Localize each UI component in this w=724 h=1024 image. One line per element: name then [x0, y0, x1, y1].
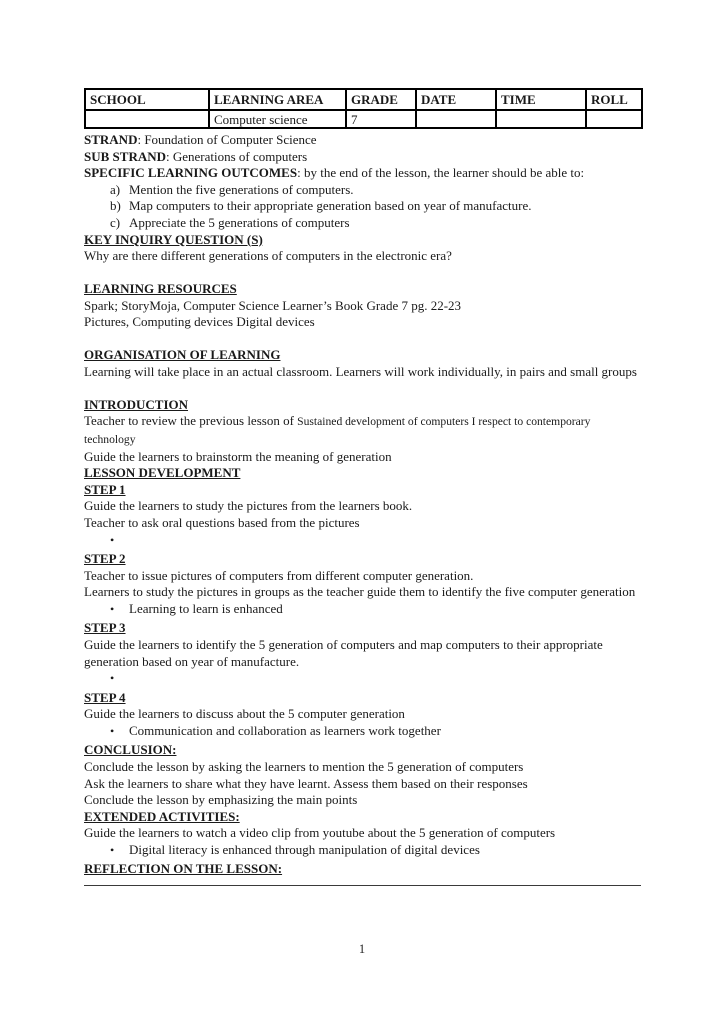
conclusion-heading: CONCLUSION:: [84, 742, 177, 758]
outcome-text-b: Map computers to their appropriate generation based on year of manufacture.: [129, 198, 532, 214]
outcome-text-a: Mention the five generations of computers.: [129, 181, 354, 197]
conclusion-line-3: Conclude the lesson by emphasizing the main points: [84, 792, 358, 808]
cell-time: [496, 110, 586, 128]
col-learning-area: LEARNING AREA: [209, 89, 346, 110]
step-1-heading: STEP 1: [84, 481, 126, 497]
cell-roll: [586, 110, 642, 128]
learning-resources-heading: LEARNING RESOURCES: [84, 281, 237, 297]
col-date: DATE: [416, 89, 496, 110]
outcome-text-c: Appreciate the 5 generations of computers: [129, 214, 350, 230]
introduction-topic: Sustained development of computers I respect to contemporary technology: [84, 415, 591, 447]
step-3-line-1: Guide the learners to identify the 5 generation of computers and map computers to their appropriate generation based on year of manufacture.: [84, 637, 603, 669]
document-content: [84, 88, 641, 886]
bullet-icon: •: [110, 601, 115, 616]
step-4-bullet: [84, 723, 641, 743]
spacer: [84, 265, 641, 281]
lesson-development-heading: LESSON DEVELOPMENT: [84, 465, 241, 481]
outcome-marker-c: c): [110, 214, 121, 230]
extended-activities-heading: EXTENDED ACTIVITIES:: [84, 808, 240, 824]
outcome-marker-b: b): [110, 198, 121, 214]
step-2-bullet-text: Learning to learn is enhanced: [129, 600, 283, 616]
conclusion-line-1: Conclude the lesson by asking the learners to mention the 5 generation of computers: [84, 758, 524, 774]
col-time: TIME: [496, 89, 586, 110]
outcomes-line: [84, 165, 641, 182]
step-2-heading: STEP 2: [84, 551, 126, 567]
key-inquiry-question: Why are there different generations of computers in the electronic era?: [84, 248, 452, 264]
step-4-heading: STEP 4: [84, 689, 126, 705]
spacer: [84, 381, 641, 397]
step-3-bullet: [84, 670, 641, 690]
lesson-info-table: [84, 88, 643, 129]
outcome-item-b: [84, 198, 641, 215]
col-grade: GRADE: [346, 89, 416, 110]
sub-strand-label: SUB STRAND: [84, 148, 166, 164]
bullet-icon: •: [110, 671, 115, 686]
extended-activities-bullet: [84, 842, 641, 862]
strand-label: STRAND: [84, 132, 138, 147]
step-1-line-1: Guide the learners to study the pictures from the learners book.: [84, 498, 413, 514]
outcomes-label: SPECIFIC LEARNING OUTCOMES: [84, 165, 298, 181]
introduction-line-2: Guide the learners to brainstorm the meaning of generation: [84, 448, 392, 464]
step-2-line-2: Learners to study the pictures in groups as the teacher guide them to identify the five computer generation: [84, 584, 636, 600]
col-school: SCHOOL: [85, 89, 209, 110]
introduction-lead: Teacher to review the previous lesson of: [84, 413, 298, 429]
reflection-writing-line: [84, 885, 641, 886]
conclusion-line-2: Ask the learners to share what they have learnt. Assess them based on their responses: [84, 775, 528, 791]
reflection-heading: REFLECTION ON THE LESSON:: [84, 861, 283, 877]
table-value-row: [85, 110, 642, 128]
spacer: [84, 331, 641, 347]
strand-value: : Foundation of Computer Science: [137, 132, 317, 147]
step-2-bullet: [84, 601, 641, 621]
introduction-text: [84, 413, 641, 448]
col-roll: ROLL: [586, 89, 642, 110]
resources-line-2: Pictures, Computing devices Digital devices: [84, 314, 315, 330]
step-2-line-1: Teacher to issue pictures of computers from different computer generation.: [84, 567, 474, 583]
bullet-icon: •: [110, 723, 115, 738]
sub-strand-value: : Generations of computers: [166, 148, 308, 164]
step-1-bullet: [84, 532, 641, 552]
extended-activities-bullet-text: Digital literacy is enhanced through manipulation of digital devices: [129, 841, 480, 857]
step-4-line-1: Guide the learners to discuss about the 5 computer generation: [84, 706, 405, 722]
cell-learning-area: Computer science: [209, 110, 346, 128]
strand-line: [84, 132, 641, 149]
resources-line-1: Spark; StoryMoja, Computer Science Learner’s Book Grade 7 pg. 22-23: [84, 297, 462, 313]
step-4-bullet-text: Communication and collaboration as learners work together: [129, 722, 441, 738]
extended-activities-line: Guide the learners to watch a video clip from youtube about the 5 generation of computers: [84, 825, 556, 841]
outcome-marker-a: a): [110, 181, 121, 197]
bullet-icon: •: [110, 842, 115, 857]
outcomes-intro: : by the end of the lesson, the learner should be able to:: [297, 165, 585, 181]
cell-date: [416, 110, 496, 128]
key-inquiry-heading: KEY INQUIRY QUESTION (S): [84, 231, 263, 247]
organisation-heading: ORGANISATION OF LEARNING: [84, 347, 281, 363]
outcome-item-a: [84, 182, 641, 199]
step-1-line-2: Teacher to ask oral questions based from the pictures: [84, 515, 360, 531]
cell-school: [85, 110, 209, 128]
step-3-heading: STEP 3: [84, 620, 126, 636]
table-header-row: [85, 89, 642, 110]
introduction-heading: INTRODUCTION: [84, 396, 189, 412]
page-number: 1: [358, 942, 366, 956]
sub-strand-line: [84, 149, 641, 166]
bullet-icon: •: [110, 532, 115, 547]
outcome-item-c: [84, 215, 641, 232]
organisation-text: Learning will take place in an actual classroom. Learners will work individually, in pairs and small groups: [84, 363, 637, 379]
cell-grade: 7: [346, 110, 416, 128]
